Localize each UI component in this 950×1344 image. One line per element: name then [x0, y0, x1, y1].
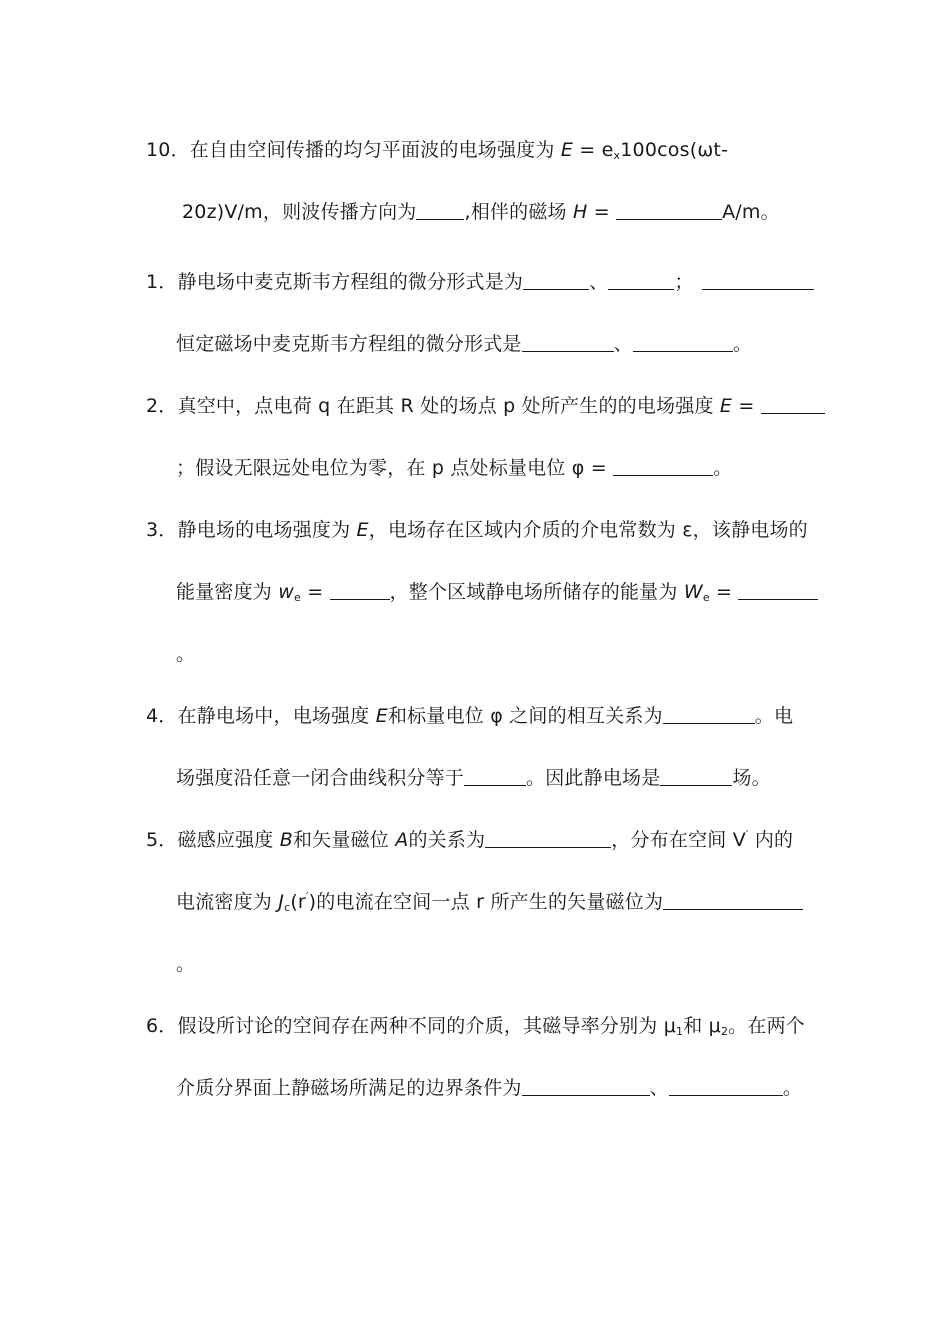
q5-line-2: 电流密度为 $J_c(r')$的电流在空间一点 r 所产生的矢量磁位为	[176, 889, 803, 915]
answer-blank[interactable]	[663, 705, 755, 724]
q1-line-1: 1．静电场中麦克斯韦方程组的微分形式是为 、 ；	[146, 269, 814, 295]
answer-blank[interactable]	[416, 201, 464, 220]
q3-line-1: 3．静电场的电场强度为 E，电场存在区域内介质的介电常数为 ε，该静电场的	[146, 519, 808, 541]
q5-line-1: 5．磁感应强度 B和矢量磁位 A的关系为 ，分布在空间 V′ 内的	[146, 828, 794, 851]
q10-line-1: 10．在自由空间传播的均匀平面波的电场强度为 $E = e_x100\cos(\omega t-$	[146, 139, 729, 162]
q5-line-3: 。	[176, 953, 196, 975]
q10-number: 10．	[146, 139, 190, 161]
q6-line-2: 介质分界面上静磁场所满足的边界条件为 、 。	[176, 1077, 803, 1099]
answer-blank[interactable]	[663, 891, 803, 910]
answer-blank[interactable]	[738, 581, 818, 600]
answer-blank[interactable]	[633, 333, 733, 352]
q6-number: 6．	[146, 1015, 178, 1037]
q4-line-1: 4．在静电场中，电场强度 E和标量电位 φ 之间的相互关系为 。电	[146, 705, 794, 727]
q6-line-1: 6．假设所讨论的空间存在两种不同的介质，其磁导率分别为 $\mu_1$和 $\mu_2$。在两个	[146, 1015, 805, 1038]
answer-blank[interactable]	[761, 395, 825, 414]
answer-blank[interactable]	[522, 1077, 650, 1096]
answer-blank[interactable]	[616, 201, 722, 220]
q3-number: 3．	[146, 519, 178, 541]
answer-blank[interactable]	[702, 271, 814, 290]
answer-blank[interactable]	[613, 457, 713, 476]
q1-number: 1．	[146, 271, 178, 293]
q3-line-2: 能量密度为 $w_e$ = ，整个区域静电场所储存的能量为 $W_e$ =	[176, 579, 818, 605]
answer-blank[interactable]	[464, 767, 526, 786]
q2-line-2: ；假设无限远处电位为零，在 p 点处标量电位 φ = 。	[176, 457, 733, 479]
answer-blank[interactable]	[522, 333, 614, 352]
answer-blank[interactable]	[669, 1077, 783, 1096]
answer-blank[interactable]	[523, 271, 589, 290]
answer-blank[interactable]	[330, 581, 390, 600]
q2-number: 2．	[146, 395, 178, 417]
q2-line-1: 2．真空中，点电荷 q 在距其 R 处的场点 p 处所产生的的电场强度 E =	[146, 393, 825, 419]
answer-blank[interactable]	[608, 271, 674, 290]
answer-blank[interactable]	[485, 829, 611, 848]
q5-number: 5．	[146, 829, 178, 851]
q4-line-2: 场强度沿任意一闭合曲线积分等于 。因此静电场是 场。	[176, 767, 771, 789]
q4-number: 4．	[146, 705, 178, 727]
answer-blank[interactable]	[660, 767, 732, 786]
q1-line-2: 恒定磁场中麦克斯韦方程组的微分形式是 、 。	[176, 333, 753, 355]
q10-line-2: 20z)V/m，则波传播方向为 ,相伴的磁场 H = A/m。	[182, 201, 780, 223]
q3-line-3: 。	[176, 643, 196, 665]
